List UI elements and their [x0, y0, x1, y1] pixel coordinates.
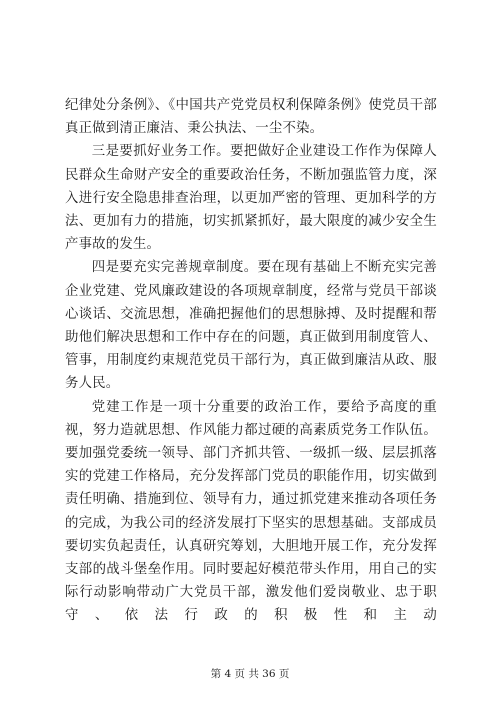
page-number-footer: 第 4 页 共 36 页: [210, 668, 290, 680]
paragraph-1: 纪律处分条例》、《中国共产党党员权利保障条例》使党员干部真正做到清正廉洁、秉公执法、一尘不染。: [65, 98, 437, 137]
document-body: [65, 94, 437, 628]
paragraph-2: 三是要抓好业务工作。要把做好企业建设工作作为保障人民群众生命财产安全的重要政治任务，不断加强监管力度，深入进行安全隐患排查治理，以更加严密的管理、更加科学的方法、更加有力的措施，切实抓紧抓好，最大限度的减少安全生产事故的发生。: [65, 144, 437, 253]
paragraph-4: 党建工作是一项十分重要的政治工作，要给予高度的重视，努力造就思想、作风能力都过硬的高素质党务工作队伍。要加强党委统一领导、部门齐抓共管、一级抓一级、层层抓落实的党建工作格局，充分发挥部门党员的职能作用，切实做到责任明确、措施到位、领导有力，通过抓党建来推动各项任务的完成，为我公司的经济发展打下坚实的思想基础。支部成员要切实负起责任，认真研究筹划，大胆地开展工作，充分发挥支部的战斗堡垒作用。同时要起好模范带头作用，用自己的实际行动影响带动广大党员干部，激发他们爱岗敬业、忠于职守、依法行政的积极性和主动: [65, 399, 437, 624]
paragraph-3: 四是要充实完善规章制度。要在现有基础上不断充实完善企业党建、党风廉政建设的各项规章制度，经常与党员干部谈心谈话、交流思想，准确把握他们的思想脉搏、及时提醒和帮助他们解决思想和工作中存在的问题，真正做到用制度管人、管事，用制度约束规范党员干部行为，真正做到廉洁从政、服务人民。: [65, 260, 437, 392]
